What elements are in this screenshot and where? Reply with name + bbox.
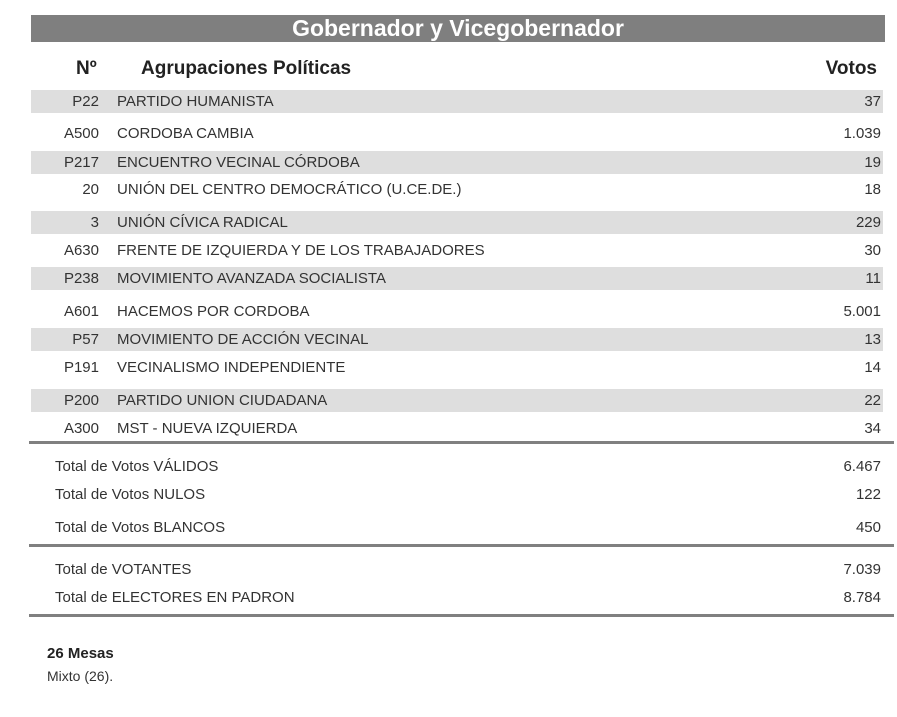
party-name: MST - NUEVA IZQUIERDA	[117, 420, 298, 437]
party-number: P22	[72, 93, 99, 110]
party-number: A630	[63, 242, 99, 259]
total-row	[31, 516, 883, 539]
total-value: 450	[855, 519, 881, 536]
party-row	[31, 300, 883, 323]
voters-label: Total de ELECTORES EN PADRON	[55, 589, 295, 606]
party-number: P191	[63, 359, 99, 376]
party-row	[31, 122, 883, 145]
header-votes: Votos	[825, 58, 877, 79]
voters-value: 8.784	[843, 589, 881, 606]
party-number: A500	[63, 125, 99, 142]
party-name: CORDOBA CAMBIA	[117, 125, 254, 142]
party-number: A601	[63, 303, 99, 320]
party-row	[31, 389, 883, 412]
total-label: Total de Votos NULOS	[55, 486, 206, 503]
mixto-note: Mixto (26).	[47, 668, 114, 684]
party-votes: 229	[855, 214, 881, 231]
party-votes: 34	[864, 420, 881, 437]
party-votes: 5.001	[843, 303, 881, 320]
party-votes: 18	[864, 181, 881, 198]
party-votes: 37	[864, 93, 881, 110]
separator-line	[29, 614, 894, 617]
party-number: P217	[63, 154, 99, 171]
party-votes: 13	[864, 331, 881, 348]
party-row	[31, 328, 883, 351]
party-row	[31, 356, 883, 379]
voters-value: 7.039	[843, 561, 881, 578]
party-number: A300	[63, 420, 99, 437]
party-name: MOVIMIENTO AVANZADA SOCIALISTA	[117, 270, 386, 287]
party-name: ENCUENTRO VECINAL CÓRDOBA	[117, 154, 360, 171]
party-number: 3	[90, 214, 99, 231]
total-value: 122	[855, 486, 881, 503]
party-votes: 11	[865, 270, 881, 287]
total-value: 6.467	[843, 458, 881, 475]
party-votes: 14	[864, 359, 881, 376]
party-row	[31, 267, 883, 290]
header-party: Agrupaciones Políticas	[141, 58, 352, 79]
party-name: UNIÓN CÍVICA RADICAL	[117, 214, 288, 231]
party-votes: 22	[864, 392, 881, 409]
voters-row	[31, 558, 883, 581]
party-number: 20	[82, 181, 99, 198]
party-name: MOVIMIENTO DE ACCIÓN VECINAL	[117, 331, 369, 348]
party-votes: 19	[864, 154, 881, 171]
party-name: UNIÓN DEL CENTRO DEMOCRÁTICO (U.CE.DE.)	[117, 181, 462, 198]
party-number: P57	[72, 331, 99, 348]
page-title: Gobernador y Vicegobernador	[292, 15, 624, 41]
mesas-count: 26 Mesas	[47, 645, 114, 662]
party-row	[31, 417, 883, 440]
party-name: PARTIDO UNION CIUDADANA	[117, 392, 328, 409]
party-row	[31, 239, 883, 262]
party-number: P200	[63, 392, 99, 409]
party-number: P238	[63, 270, 99, 287]
total-row	[31, 483, 883, 506]
party-name: VECINALISMO INDEPENDIENTE	[117, 359, 346, 376]
party-row	[31, 178, 883, 201]
voters-row	[31, 586, 883, 609]
party-row	[31, 151, 883, 174]
header-number: Nº	[76, 58, 97, 79]
total-row	[31, 455, 883, 478]
party-name: FRENTE DE IZQUIERDA Y DE LOS TRABAJADORES	[117, 242, 485, 259]
separator-line	[29, 441, 894, 444]
party-name: HACEMOS POR CORDOBA	[117, 303, 310, 320]
title-bar	[31, 15, 885, 42]
total-label: Total de Votos BLANCOS	[55, 519, 226, 536]
party-row	[31, 90, 883, 113]
voters-label: Total de VOTANTES	[55, 561, 192, 578]
total-label: Total de Votos VÁLIDOS	[55, 458, 219, 475]
party-row	[31, 211, 883, 234]
separator-line	[29, 544, 894, 547]
party-votes: 30	[864, 242, 881, 259]
party-votes: 1.039	[843, 125, 881, 142]
party-name: PARTIDO HUMANISTA	[117, 93, 274, 110]
